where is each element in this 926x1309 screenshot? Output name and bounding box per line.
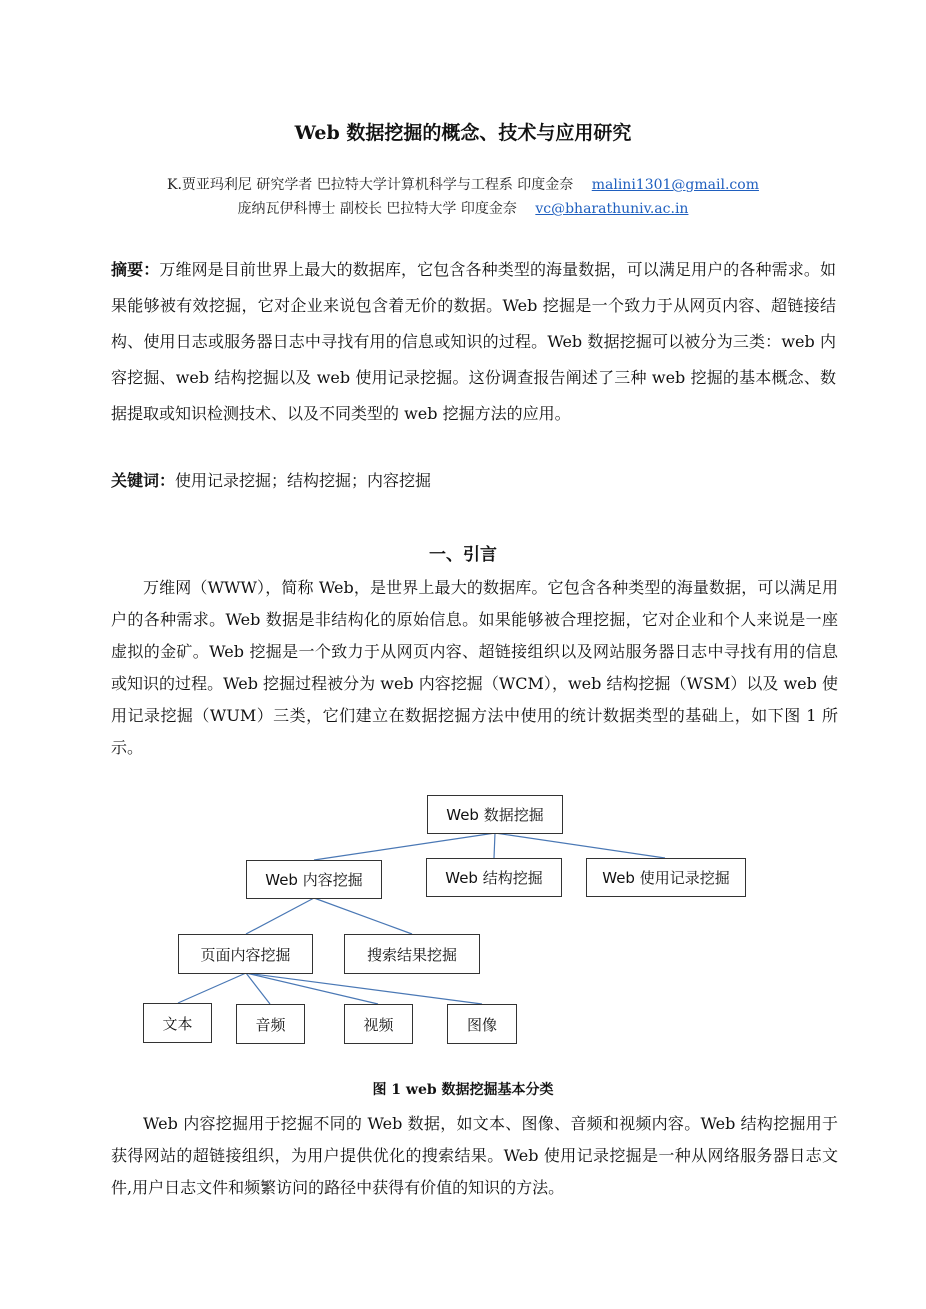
- keywords-label: 关键词：: [111, 471, 176, 490]
- node-web-structure-mining: Web 结构挖掘: [426, 858, 562, 897]
- node-search-result-mining: 搜索结果挖掘: [344, 934, 480, 974]
- node-page-content-mining: 页面内容挖掘: [178, 934, 313, 974]
- paragraph-2: Web 内容挖掘用于挖掘不同的 Web 数据，如文本、图像、音频和视频内容。Web 结构挖掘用于获得网站的超链接组织，为用户提供优化的搜索结果。Web 使用记录挖掘是一种从网络服务器日志文件,用户日志文件和频繁访问的路径中获得有价值的知识的方法。: [111, 1114, 838, 1197]
- node-audio: 音频: [236, 1004, 305, 1044]
- connector-root-usage: [495, 833, 665, 858]
- node-image: 图像: [447, 1004, 517, 1044]
- connector-root-structure: [494, 833, 495, 858]
- intro-paragraph: 万维网（WWW），简称 Web，是世界上最大的数据库。它包含各种类型的海量数据，可以满足用户的各种需求。Web 数据是非结构化的原始信息。如果能够被合理挖掘，它对企业和个人来说是一座虚拟的金矿。Web 挖掘是一个致力于从网页内容、超链接组织以及网站服务器日志中寻找有用的信息或知识的过程。Web 挖掘过程被分为 web 内容挖掘（WCM），web 结构挖掘（WSM）以及 web 使用记录挖掘（WUM）三类，它们建立在数据挖掘方法中使用的统计数据类型的基础上，如下图 1 所示。: [111, 578, 838, 757]
- node-web-usage-mining: Web 使用记录挖掘: [586, 858, 746, 897]
- figure-1-caption: 图 1 web 数据挖掘基本分类: [372, 1082, 554, 1098]
- node-video: 视频: [344, 1004, 413, 1044]
- connector-root-content: [314, 833, 495, 860]
- paper-title: Web 数据挖掘的概念、技术与应用研究: [294, 122, 632, 144]
- author-2-email-link[interactable]: vc@bharathuniv.ac.in: [535, 201, 689, 217]
- author-1-email-link[interactable]: malini1301@gmail.com: [591, 177, 759, 193]
- keywords-text: 使用记录挖掘；结构挖掘；内容挖掘: [175, 471, 432, 490]
- connector-content-page: [246, 898, 314, 934]
- connector-page-text: [178, 973, 246, 1003]
- author-1-affiliation: K.贾亚玛利尼 研究学者 巴拉特大学计算机科学与工程系 印度金奈: [167, 177, 574, 193]
- node-web-data-mining: Web 数据挖掘: [427, 795, 563, 834]
- section-heading-introduction: 一、引言: [429, 545, 497, 565]
- node-web-content-mining: Web 内容挖掘: [246, 860, 382, 899]
- abstract-text: 万维网是目前世界上最大的数据库，它包含各种类型的海量数据，可以满足用户的各种需求。如果能够被有效挖掘，它对企业来说包含着无价的数据。Web 挖掘是一个致力于从网页内容、超链接结构、使用日志或服务器日志中寻找有用的信息或知识的过程。Web 数据挖掘可以被分为三类：web 内容挖掘、web 结构挖掘以及 web 使用记录挖掘。这份调查报告阐述了三种 web 挖掘的基本概念、数据提取或知识检测技术、以及不同类型的 web 挖掘方法的应用。: [111, 260, 836, 423]
- abstract-label: 摘要：: [111, 260, 160, 279]
- connector-page-image: [246, 973, 482, 1004]
- author-2-affiliation: 庞纳瓦伊科博士 副校长 巴拉特大学 印度金奈: [237, 201, 517, 217]
- node-text: 文本: [143, 1003, 212, 1043]
- connector-content-search: [314, 898, 412, 934]
